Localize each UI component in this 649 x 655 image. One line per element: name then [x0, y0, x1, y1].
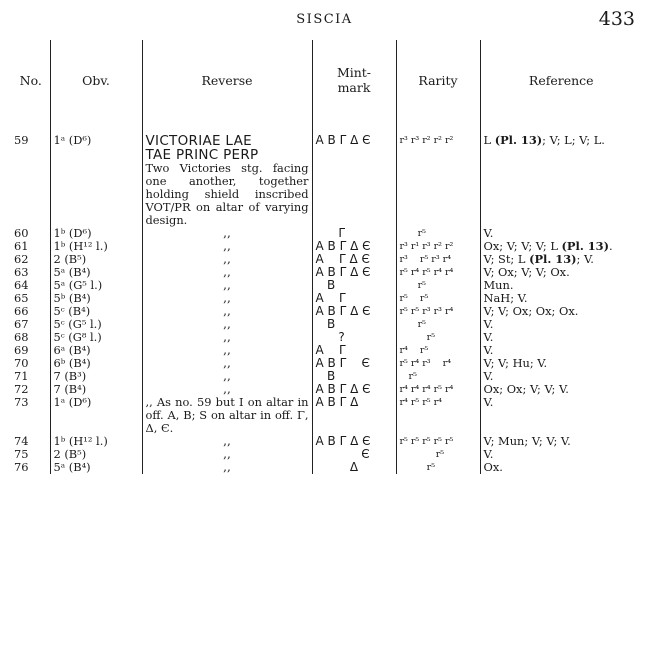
mintmarks: A Γ: [312, 292, 396, 305]
rarity-values: r⁵: [396, 318, 480, 331]
page-header: [0, 10, 649, 36]
table-row: [12, 331, 642, 344]
plate-reference: (Pl. 13): [494, 133, 543, 147]
obverse-code: 5ᵃ (B⁴): [50, 461, 142, 474]
mintmarks: A B Γ Δ Є: [312, 435, 396, 448]
reverse-type-description: Two Victories stg. facing one another, together holding shield inscribed VOT/PR on altar of varying design.: [145, 161, 309, 227]
reverse-type-description: ,, As no. 59 but I on altar in off. A, B; S on altar in off. Γ, Δ, Є.: [145, 396, 309, 435]
entry-number: 74: [14, 435, 29, 448]
entry-number: 75: [14, 448, 29, 461]
mintmarks: A B Γ Є: [312, 357, 396, 370]
entry-number: 70: [14, 357, 29, 370]
ditto-mark: ,,: [223, 227, 231, 240]
reference-list: V; V; Hu; V.: [480, 357, 642, 370]
obverse-code: 5ᵃ (G⁵ l.): [50, 279, 142, 292]
rarity-values: r⁵: [396, 448, 480, 461]
rarity-values: r⁵ r⁴ r³ r⁴: [396, 357, 480, 370]
table-row: [12, 383, 642, 396]
table-row: [12, 318, 642, 331]
mintmarks: Є: [312, 448, 396, 461]
reference-list: V.: [480, 331, 642, 344]
mintmarks: B: [312, 279, 396, 292]
ditto-mark: ,,: [223, 344, 231, 357]
rarity-values: r³ r³ r² r² r²: [396, 120, 480, 227]
reverse-description: [142, 266, 312, 279]
reference-list: V.: [480, 370, 642, 383]
mintmarks: A B Γ Δ Є: [312, 120, 396, 227]
reference-list: Ox.: [480, 461, 642, 474]
mintmarks: A Γ Δ Є: [312, 253, 396, 266]
obverse-code: 1ᵇ (D⁶): [50, 227, 142, 240]
reference-list: V.: [480, 396, 642, 435]
obverse-code: 2 (B⁵): [50, 253, 142, 266]
obverse-code: 5ᵃ (B⁴): [50, 266, 142, 279]
rarity-values: r⁵: [396, 461, 480, 474]
reverse-legend: VICTORIAE LAE TAE PRINC PERP: [145, 133, 259, 163]
reverse-description: [142, 318, 312, 331]
reference-list: V.: [480, 448, 642, 461]
reference-list: Mun.: [480, 279, 642, 292]
ditto-mark: ,,: [223, 331, 231, 344]
ditto-mark: ,,: [223, 435, 231, 448]
reverse-description: [142, 305, 312, 318]
ditto-mark: ,,: [223, 266, 231, 279]
rarity-values: r³ r¹ r³ r² r²: [396, 240, 480, 253]
table-row: [12, 240, 642, 253]
entry-number: 59: [14, 133, 29, 147]
reverse-description: [142, 292, 312, 305]
table-row: [12, 279, 642, 292]
table-row: [12, 448, 642, 461]
entry-number: 66: [14, 305, 29, 318]
mintmarks: B: [312, 370, 396, 383]
ditto-mark: ,,: [223, 370, 231, 383]
rarity-values: r⁵: [396, 370, 480, 383]
reverse-description: [142, 279, 312, 292]
obverse-code: 7 (B³): [50, 370, 142, 383]
rarity-values: r⁵ r⁵: [396, 292, 480, 305]
ditto-mark: ,,: [223, 253, 231, 266]
reference-list: V.: [480, 318, 642, 331]
rarity-values: r⁵: [396, 227, 480, 240]
rarity-values: r⁵ r⁵ r⁵ r⁵ r⁵: [396, 435, 480, 448]
mintmarks: A B Γ Δ Є: [312, 266, 396, 279]
rarity-values: r⁴ r⁴ r⁴ r⁵ r⁴: [396, 383, 480, 396]
table-row: [12, 370, 642, 383]
reference-list: V.: [480, 227, 642, 240]
reverse-description: [142, 344, 312, 357]
entry-number: 60: [14, 227, 29, 240]
entry-number: 68: [14, 331, 29, 344]
ditto-mark: ,,: [223, 305, 231, 318]
obverse-code: 7 (B⁴): [50, 383, 142, 396]
reference-list: V.: [480, 344, 642, 357]
reverse-description: [142, 383, 312, 396]
mintmarks: A B Γ Δ Є: [312, 383, 396, 396]
reverse-description: [142, 253, 312, 266]
table-row: [12, 120, 642, 227]
entry-number: 61: [14, 240, 29, 253]
table-row: [12, 227, 642, 240]
rarity-values: r⁵ r⁵ r³ r³ r⁴: [396, 305, 480, 318]
reference-list: Ox; V; V; V; L (Pl. 13).: [480, 240, 642, 253]
entry-number: 73: [14, 396, 29, 409]
mintmarks: A Γ: [312, 344, 396, 357]
table-row: [12, 292, 642, 305]
ditto-mark: ,,: [223, 292, 231, 305]
ditto-mark: ,,: [223, 461, 231, 474]
table-row: [12, 305, 642, 318]
reverse-description: [142, 120, 312, 227]
entry-number: 63: [14, 266, 29, 279]
mintmarks: Γ: [312, 227, 396, 240]
obverse-code: 1ᵇ (H¹² l.): [50, 240, 142, 253]
entry-number: 67: [14, 318, 29, 331]
reverse-description: [142, 448, 312, 461]
col-header-mintmark: Mint- mark: [312, 40, 396, 120]
rarity-values: r⁵: [396, 279, 480, 292]
obverse-code: 2 (B⁵): [50, 448, 142, 461]
reverse-description: [142, 435, 312, 448]
mintmarks: A B Γ Δ Є: [312, 305, 396, 318]
ditto-mark: ,,: [223, 279, 231, 292]
rarity-values: r⁴ r⁵: [396, 344, 480, 357]
ditto-mark: ,,: [223, 240, 231, 253]
reference-list: V; St; L (Pl. 13); V.: [480, 253, 642, 266]
mintmarks: B: [312, 318, 396, 331]
reference-list: Ox; Ox; V; V; V.: [480, 383, 642, 396]
table-header-row: [12, 40, 642, 120]
rarity-values: r³ r⁵ r³ r⁴: [396, 253, 480, 266]
reference-list: L (Pl. 13); V; L; V; L.: [480, 120, 642, 227]
reference-list: V; Ox; V; V; Ox.: [480, 266, 642, 279]
coin-catalogue-table: [12, 40, 642, 474]
running-title: SISCIA: [296, 12, 353, 27]
col-header-no: No.: [19, 72, 42, 88]
obverse-code: 5ᶜ (G⁸ l.): [50, 331, 142, 344]
entry-number: 64: [14, 279, 29, 292]
reference-list: V; Mun; V; V; V.: [480, 435, 642, 448]
table-row: [12, 357, 642, 370]
entry-number: 72: [14, 383, 29, 396]
obverse-code: 1ᵃ (D⁶): [50, 396, 142, 435]
page-number: 433: [598, 8, 635, 30]
reverse-description: [142, 227, 312, 240]
table-row: [12, 435, 642, 448]
entry-number: 76: [14, 461, 29, 474]
reference-list: V; V; Ox; Ox; Ox.: [480, 305, 642, 318]
table-row: [12, 266, 642, 279]
table-row: [12, 344, 642, 357]
col-header-reverse: Reverse: [142, 40, 312, 120]
obverse-code: 5ᶜ (G⁵ l.): [50, 318, 142, 331]
mintmarks: ?: [312, 331, 396, 344]
reverse-description: [142, 461, 312, 474]
rarity-values: r⁵: [396, 331, 480, 344]
ditto-mark: ,,: [223, 383, 231, 396]
col-header-reference: Reference: [480, 40, 642, 120]
reverse-description: [142, 370, 312, 383]
entry-number: 69: [14, 344, 29, 357]
col-header-rarity: Rarity: [396, 40, 480, 120]
obverse-code: 6ᵃ (B⁴): [50, 344, 142, 357]
rarity-values: r⁴ r⁵ r⁵ r⁴: [396, 396, 480, 435]
table-row: [12, 253, 642, 266]
mintmarks: Δ: [312, 461, 396, 474]
col-header-obv: Obv.: [50, 40, 142, 120]
obverse-code: 1ᵃ (D⁶): [50, 120, 142, 227]
ditto-mark: ,,: [223, 318, 231, 331]
ditto-mark: ,,: [223, 448, 231, 461]
plate-reference: (Pl. 13): [561, 240, 609, 253]
reverse-description: [142, 240, 312, 253]
reverse-description: [142, 396, 312, 435]
reference-list: NaH; V.: [480, 292, 642, 305]
table-body: [12, 120, 642, 474]
entry-number: 62: [14, 253, 29, 266]
obverse-code: 5ᶜ (B⁴): [50, 305, 142, 318]
table-row: [12, 396, 642, 435]
obverse-code: 6ᵇ (B⁴): [50, 357, 142, 370]
mintmarks: A B Γ Δ Є: [312, 240, 396, 253]
plate-reference: (Pl. 13): [529, 253, 577, 266]
entry-number: 71: [14, 370, 29, 383]
table-row: [12, 461, 642, 474]
obverse-code: 1ᵇ (H¹² l.): [50, 435, 142, 448]
reverse-description: [142, 357, 312, 370]
ditto-mark: ,,: [223, 357, 231, 370]
entry-number: 65: [14, 292, 29, 305]
mintmarks: A B Γ Δ: [312, 396, 396, 435]
reverse-description: [142, 331, 312, 344]
rarity-values: r⁵ r⁴ r⁵ r⁴ r⁴: [396, 266, 480, 279]
obverse-code: 5ᵇ (B⁴): [50, 292, 142, 305]
